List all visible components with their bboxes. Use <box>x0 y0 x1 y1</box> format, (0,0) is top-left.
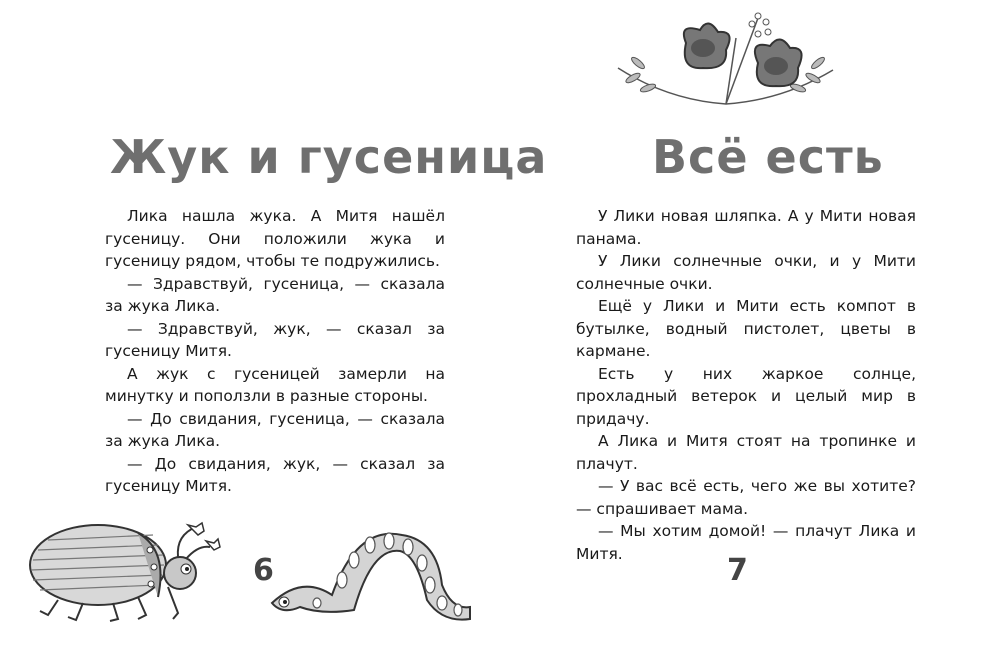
caterpillar-illustration <box>262 515 480 625</box>
paragraph: — До свидания, жук, — сказал за гусеницу Митя. <box>105 454 445 495</box>
paragraph: А Лика и Митя стоят на тропинке и плачут. <box>576 432 916 473</box>
page-number: 6 <box>253 553 274 588</box>
paragraph: Ещё у Лики и Мити есть компот в бутылке, водный пистолет, цветы в кармане. <box>576 297 916 360</box>
beetle-illustration <box>18 505 233 630</box>
paragraph: У Лики новая шляпка. А у Мити новая панама. <box>576 207 916 248</box>
paragraph: — Здравствуй, гусеница, — сказала за жука Лика. <box>105 274 445 315</box>
right-page <box>500 0 1000 647</box>
paragraph: У Лики солнечные очки, и у Мити солнечные очки. <box>576 252 916 293</box>
paragraph: — До свидания, гусеница, — сказала за жука Лика. <box>105 409 445 450</box>
paragraph: — Здравствуй, жук, — сказал за гусеницу Митя. <box>105 319 445 360</box>
flowers-illustration <box>608 8 840 108</box>
page-number: 7 <box>727 553 748 588</box>
paragraph: А жук с гусеницей замерли на минутку и поползли в разные стороны. <box>105 364 445 405</box>
right-page-title: Всё есть <box>652 130 884 184</box>
paragraph: Лика нашла жука. А Митя нашёл гусеницу. Они положили жука и гусеницу рядом, чтобы те подружились. <box>105 207 445 270</box>
left-page-title: Жук и гусеница <box>110 130 548 184</box>
left-page-text <box>105 205 445 498</box>
paragraph: Есть у них жаркое солнце, прохладный ветерок и целый мир в придачу. <box>576 364 916 428</box>
right-page-text <box>576 205 916 565</box>
paragraph: — У вас всё есть, чего же вы хотите? — спрашивает мама. <box>576 477 916 518</box>
paragraph: — Мы хотим домой! — плачут Лика и Митя. <box>576 522 916 563</box>
